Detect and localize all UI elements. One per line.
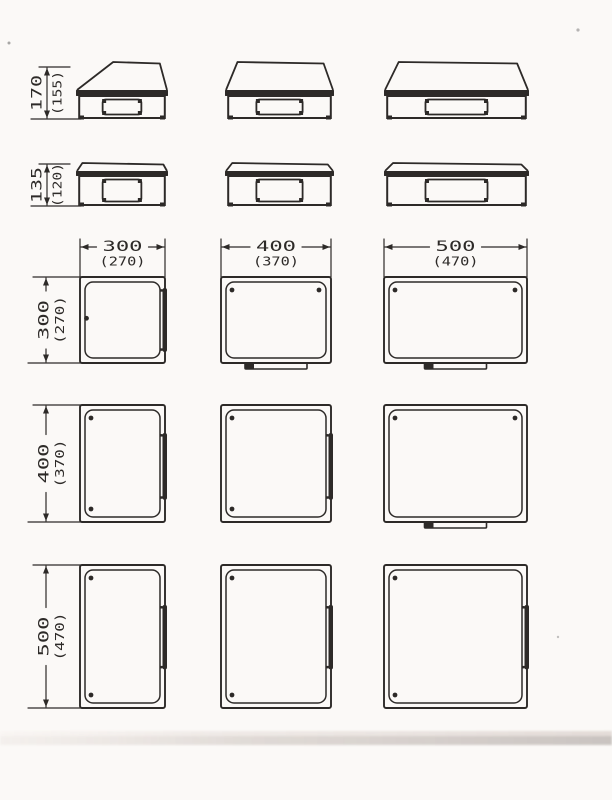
corner-tab: [484, 179, 488, 183]
corner-tab: [484, 111, 488, 115]
foot: [326, 203, 331, 207]
foot: [326, 116, 331, 120]
screw-dot: [230, 693, 235, 698]
handle-notch: [160, 496, 163, 499]
corner-tab: [256, 111, 260, 115]
scan-speck: [557, 636, 559, 638]
corner-tab: [299, 111, 303, 115]
screw-dot: [230, 507, 235, 512]
scan-speck: [8, 42, 11, 45]
corner-tab: [102, 111, 106, 115]
side-handle: [525, 605, 530, 669]
corner-tab: [102, 198, 106, 202]
screw-dot: [84, 316, 89, 321]
corner-tab: [299, 99, 303, 103]
screw-dot: [230, 416, 235, 421]
corner-tab: [425, 198, 429, 202]
corner-tab: [425, 111, 429, 115]
corner-tab: [102, 179, 106, 183]
dimension-label: 170: [29, 85, 46, 111]
dimension-label: (120): [49, 169, 65, 207]
dimension-label: (155): [49, 77, 65, 115]
handle-notch: [326, 606, 329, 609]
side-handle: [163, 288, 168, 352]
handle-notch: [522, 606, 525, 609]
foot: [160, 203, 165, 207]
dimension-label: 300: [36, 314, 53, 340]
corner-tab: [102, 99, 106, 103]
dimension-label: (370): [52, 449, 67, 488]
corner-tab: [299, 179, 303, 183]
handle-nub: [425, 363, 434, 369]
corner-tab: [484, 99, 488, 103]
scan-artifact-band: [0, 731, 612, 745]
handle-nub: [425, 522, 434, 528]
screw-dot: [393, 693, 398, 698]
dimension-label: (470): [432, 253, 479, 269]
dimension-label: 500: [36, 631, 53, 657]
corner-tab: [138, 99, 142, 103]
handle-notch: [326, 496, 329, 499]
dimension-label: 135: [29, 177, 46, 203]
screw-dot: [393, 576, 398, 581]
screw-dot: [393, 416, 398, 421]
handle-notch: [160, 348, 163, 351]
dimension-label: 400: [36, 458, 53, 484]
corner-tab: [425, 179, 429, 183]
side-handle: [163, 605, 168, 669]
corner-tab: [256, 198, 260, 202]
screw-dot: [513, 416, 518, 421]
handle-notch: [326, 666, 329, 669]
foot: [228, 203, 233, 207]
corner-tab: [256, 99, 260, 103]
screw-dot: [230, 288, 235, 293]
foot: [387, 116, 392, 120]
corner-tab: [138, 179, 142, 183]
corner-tab: [138, 198, 142, 202]
screw-dot: [393, 288, 398, 293]
corner-tab: [256, 179, 260, 183]
foot: [521, 203, 526, 207]
corner-tab: [484, 198, 488, 202]
handle-notch: [522, 666, 525, 669]
screw-dot: [317, 288, 322, 293]
handle-notch: [160, 666, 163, 669]
screw-dot: [89, 416, 94, 421]
handle-notch: [160, 434, 163, 437]
screw-dot: [513, 288, 518, 293]
scan-speck: [576, 28, 579, 31]
dimension-label: (370): [253, 253, 299, 269]
corner-tab: [138, 111, 142, 115]
handle-notch: [326, 434, 329, 437]
side-handle: [329, 605, 334, 669]
dimension-label: 300: [102, 239, 143, 255]
side-handle: [163, 433, 168, 500]
screw-dot: [89, 576, 94, 581]
foot: [387, 203, 392, 207]
side-handle: [329, 433, 334, 500]
screw-dot: [89, 507, 94, 512]
dimension-label: 500: [435, 239, 476, 255]
dimension-label: (270): [52, 306, 67, 344]
handle-nub: [245, 363, 254, 369]
dimension-label: 400: [256, 239, 296, 255]
handle-notch: [160, 606, 163, 609]
dimension-label: (470): [52, 622, 67, 661]
handle-notch: [160, 289, 163, 292]
corner-tab: [425, 99, 429, 103]
foot: [228, 116, 233, 120]
screw-dot: [230, 576, 235, 581]
screw-dot: [89, 693, 94, 698]
foot: [521, 116, 526, 120]
corner-tab: [299, 198, 303, 202]
foot: [160, 116, 165, 120]
dimension-label: (270): [99, 253, 146, 269]
